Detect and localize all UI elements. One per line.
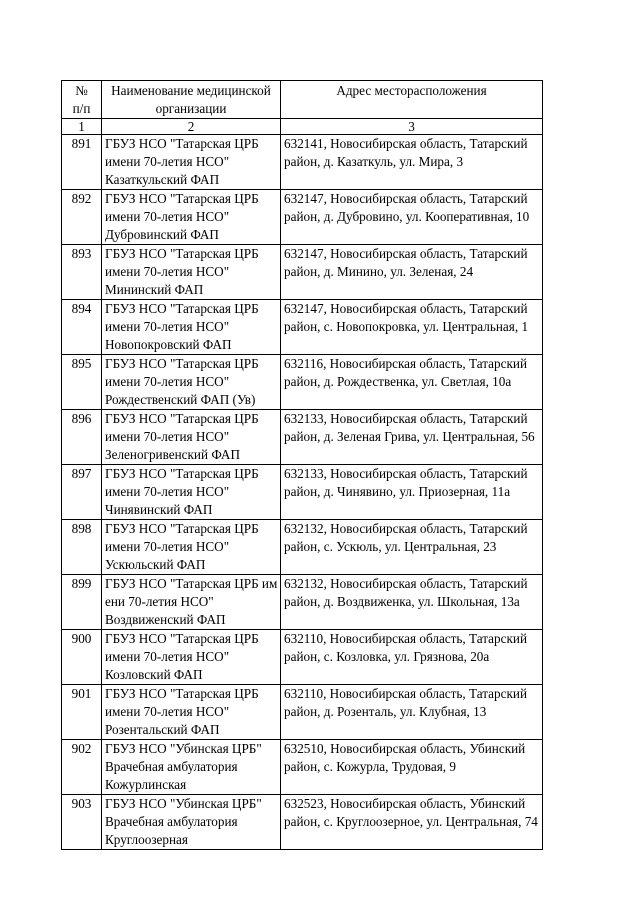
organization-line: ГБУЗ НСО "Татарская ЦРБ — [105, 631, 259, 646]
row-number: 896 — [62, 410, 102, 465]
organization-cell — [102, 520, 281, 575]
table-row — [62, 685, 543, 740]
address-line: 632132, Новосибирская область, Татарский — [284, 576, 528, 591]
table-row — [62, 410, 543, 465]
organization-line: ГБУЗ НСО "Татарская ЦРБ — [105, 686, 259, 701]
header-num-line1: № — [75, 83, 88, 98]
header-org — [102, 81, 281, 119]
organization-line: ГБУЗ НСО "Татарская ЦРБ — [105, 356, 259, 371]
row-number: 892 — [62, 190, 102, 245]
organization-line: ГБУЗ НСО "Татарская ЦРБ — [105, 301, 259, 316]
table-row — [62, 355, 543, 410]
address-cell — [281, 795, 543, 850]
table-row — [62, 630, 543, 685]
organization-line: ГБУЗ НСО "Татарская ЦРБ — [105, 521, 259, 536]
organization-line: Круглоозерная — [105, 832, 188, 847]
column-index-row — [62, 119, 543, 135]
organization-line: Розентальский ФАП — [105, 722, 220, 737]
organization-cell — [102, 135, 281, 190]
row-number: 898 — [62, 520, 102, 575]
row-number: 902 — [62, 740, 102, 795]
organization-line: Рождественский ФАП (Ув) — [105, 392, 256, 407]
organization-cell — [102, 355, 281, 410]
address-line: район, с. Козловка, ул. Грязнова, 20а — [284, 649, 490, 664]
organization-line: Воздвиженский ФАП — [105, 612, 226, 627]
organization-line: ГБУЗ НСО "Убинская ЦРБ" — [105, 796, 262, 811]
address-cell — [281, 465, 543, 520]
organization-line: имени 70-летия НСО" — [105, 264, 230, 279]
row-number: 895 — [62, 355, 102, 410]
organization-line: имени 70-летия НСО" — [105, 704, 230, 719]
row-number: 894 — [62, 300, 102, 355]
organization-line: ени 70-летия НСО" — [105, 594, 214, 609]
row-number: 893 — [62, 245, 102, 300]
organization-line: ГБУЗ НСО "Татарская ЦРБ им — [105, 576, 278, 591]
organization-line: ГБУЗ НСО "Татарская ЦРБ — [105, 466, 259, 481]
address-line: район, д. Казаткуль, ул. Мира, 3 — [284, 154, 464, 169]
organization-line: имени 70-летия НСО" — [105, 374, 230, 389]
address-cell — [281, 190, 543, 245]
address-cell — [281, 520, 543, 575]
address-cell — [281, 135, 543, 190]
address-line: 632116, Новосибирская область, Татарский — [284, 356, 528, 371]
address-line: район, с. Ускюль, ул. Центральная, 23 — [284, 539, 497, 554]
organization-line: имени 70-летия НСО" — [105, 649, 230, 664]
address-cell — [281, 630, 543, 685]
row-number: 901 — [62, 685, 102, 740]
organization-line: Врачебная амбулатория — [105, 814, 238, 829]
address-line: 632147, Новосибирская область, Татарский — [284, 191, 528, 206]
address-line: 632523, Новосибирская область, Убинский — [284, 796, 526, 811]
organization-line: имени 70-летия НСО" — [105, 539, 230, 554]
address-cell — [281, 355, 543, 410]
row-number: 891 — [62, 135, 102, 190]
organization-line: имени 70-летия НСО" — [105, 319, 230, 334]
organization-cell — [102, 795, 281, 850]
address-line: 632133, Новосибирская область, Татарский — [284, 411, 528, 426]
address-line: район, д. Воздвиженка, ул. Школьная, 13а — [284, 594, 520, 609]
address-cell — [281, 740, 543, 795]
organization-line: имени 70-летия НСО" — [105, 484, 230, 499]
row-number: 903 — [62, 795, 102, 850]
address-cell — [281, 300, 543, 355]
organization-line: Дубровинский ФАП — [105, 227, 219, 242]
table-row — [62, 520, 543, 575]
address-line: 632133, Новосибирская область, Татарский — [284, 466, 528, 481]
table-row — [62, 300, 543, 355]
organization-line: Кожурлинская — [105, 777, 187, 792]
header-org-line1: Наименование медицинской — [111, 83, 271, 98]
organization-line: Новопокровский ФАП — [105, 337, 232, 352]
header-num — [62, 81, 102, 119]
table-row — [62, 795, 543, 850]
header-addr — [281, 81, 543, 119]
address-cell — [281, 685, 543, 740]
organization-line: Ускюльский ФАП — [105, 557, 206, 572]
address-line: район, д. Минино, ул. Зеленая, 24 — [284, 264, 474, 279]
address-cell — [281, 575, 543, 630]
organization-line: ГБУЗ НСО "Татарская ЦРБ — [105, 246, 259, 261]
organization-cell — [102, 630, 281, 685]
table-body — [62, 135, 543, 850]
address-line: 632147, Новосибирская область, Татарский — [284, 246, 528, 261]
address-line: 632147, Новосибирская область, Татарский — [284, 301, 528, 316]
address-line: 632510, Новосибирская область, Убинский — [284, 741, 526, 756]
organization-cell — [102, 740, 281, 795]
organization-cell — [102, 410, 281, 465]
header-addr-line1: Адрес месторасположения — [336, 83, 487, 98]
organization-line: имени 70-летия НСО" — [105, 429, 230, 444]
address-line: 632141, Новосибирская область, Татарский — [284, 136, 528, 151]
organization-cell — [102, 245, 281, 300]
column-index-2: 2 — [102, 119, 281, 135]
header-num-line2: п/п — [72, 101, 91, 116]
address-line: район, д. Чинявино, ул. Приозерная, 11а — [284, 484, 511, 499]
organization-line: имени 70-летия НСО" — [105, 209, 230, 224]
address-line: 632110, Новосибирская область, Татарский — [284, 631, 528, 646]
organization-line: Козловский ФАП — [105, 667, 203, 682]
organization-cell — [102, 465, 281, 520]
table-row — [62, 190, 543, 245]
organization-line: ГБУЗ НСО "Убинская ЦРБ" — [105, 741, 262, 756]
organization-cell — [102, 685, 281, 740]
organization-line: имени 70-летия НСО" — [105, 154, 230, 169]
header-row — [62, 81, 543, 119]
table-row — [62, 135, 543, 190]
header-org-line2: организации — [155, 101, 227, 116]
address-line: район, д. Розенталь, ул. Клубная, 13 — [284, 704, 487, 719]
organization-cell — [102, 300, 281, 355]
row-number: 897 — [62, 465, 102, 520]
column-index-3: 3 — [281, 119, 543, 135]
organization-cell — [102, 190, 281, 245]
table-row — [62, 465, 543, 520]
row-number: 899 — [62, 575, 102, 630]
row-number: 900 — [62, 630, 102, 685]
address-line: 632132, Новосибирская область, Татарский — [284, 521, 528, 536]
address-line: 632110, Новосибирская область, Татарский — [284, 686, 528, 701]
organization-line: ГБУЗ НСО "Татарская ЦРБ — [105, 411, 259, 426]
organization-line: Чинявинский ФАП — [105, 502, 213, 517]
address-line: район, д. Рождественка, ул. Светлая, 10а — [284, 374, 512, 389]
organization-line: Мининский ФАП — [105, 282, 204, 297]
address-line: район, д. Зеленая Грива, ул. Центральная, 56 — [284, 429, 535, 444]
organization-line: ГБУЗ НСО "Татарская ЦРБ — [105, 136, 259, 151]
organization-line: ГБУЗ НСО "Татарская ЦРБ — [105, 191, 259, 206]
table-row — [62, 575, 543, 630]
organization-line: Врачебная амбулатория — [105, 759, 238, 774]
table-header — [62, 81, 543, 135]
address-cell — [281, 410, 543, 465]
organization-line: Зеленогривенский ФАП — [105, 447, 240, 462]
table-row — [62, 740, 543, 795]
organization-line: Казаткульский ФАП — [105, 172, 220, 187]
address-cell — [281, 245, 543, 300]
address-line: район, с. Новопокровка, ул. Центральная, 1 — [284, 319, 529, 334]
table-row — [62, 245, 543, 300]
facilities-table — [61, 80, 543, 850]
address-line: район, д. Дубровино, ул. Кооперативная, 10 — [284, 209, 530, 224]
address-line: район, с. Кожурла, Трудовая, 9 — [284, 759, 456, 774]
organization-cell — [102, 575, 281, 630]
column-index-1: 1 — [62, 119, 102, 135]
address-line: район, с. Круглоозерное, ул. Центральная, 74 — [284, 814, 538, 829]
